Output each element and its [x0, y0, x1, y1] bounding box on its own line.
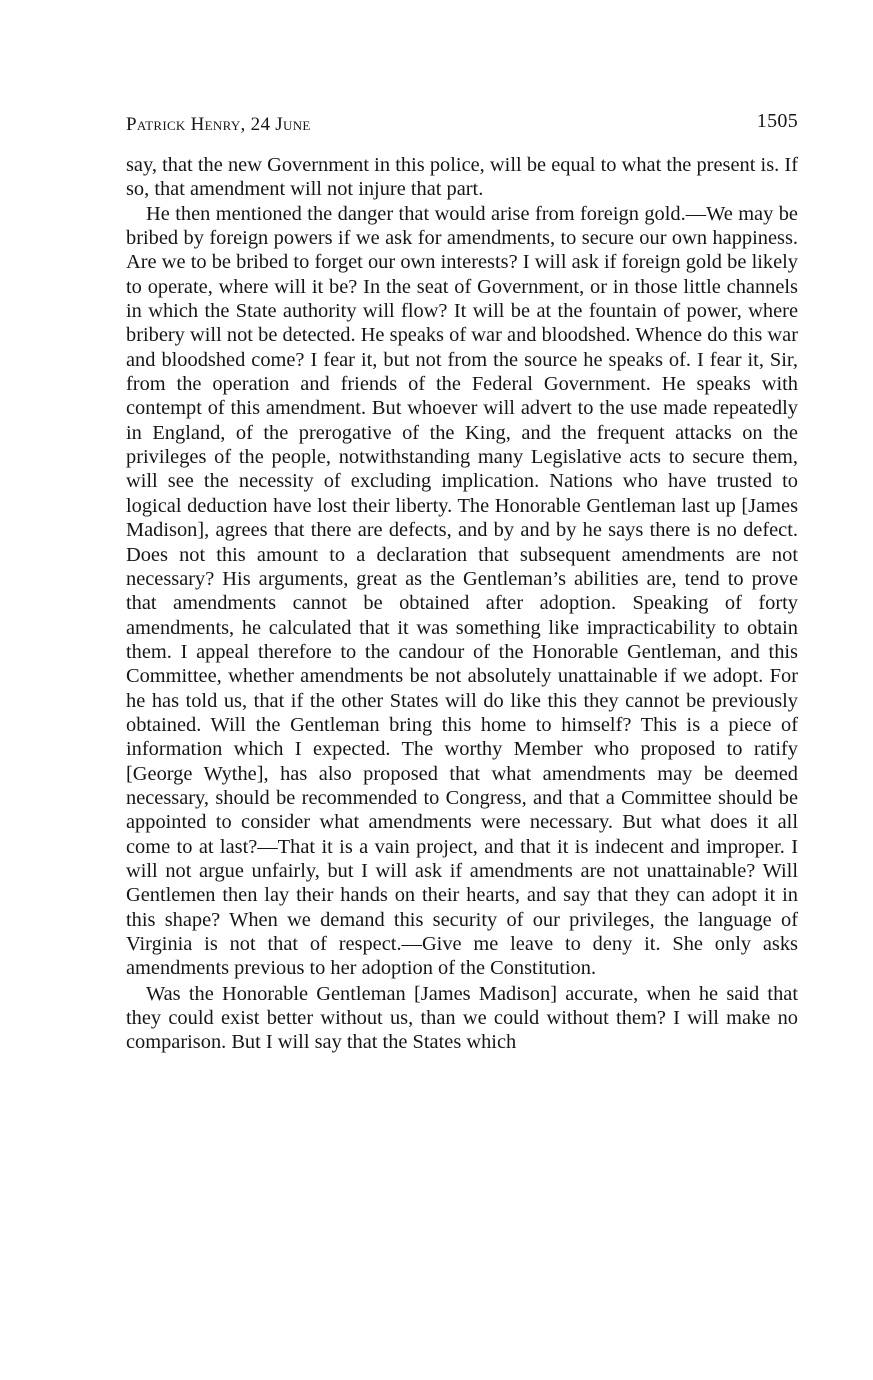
page-header	[126, 108, 798, 138]
paragraph-foreign-gold: He then mentioned the danger that would arise from foreign gold.—We may be bribed by foreign powers if we ask for amendments, to secure our own happiness. Are we to be bribed to forget our own interests? I will ask if foreign gold be likely to operate, where will it be? In the seat of Government, or in those little channels in which the State authority will flow? It will be at the fountain of power, where bribery will not be detected. He speaks of war and bloodshed. Whence do this war and bloodshed come? I fear it, but not from the source he speaks of. I fear it, Sir, from the operation and friends of the Federal Government. He speaks with contempt of this amendment. But whoever will advert to the use made repeatedly in England, of the prerogative of the King, and the frequent attacks on the privileges of the people, notwithstanding many Legislative acts to secure them, will see the necessity of excluding implication. Nations who have trusted to logical deduction have lost their liberty. The Honorable Gentleman last up [James Madison], agrees that there are defects, and by and by he says there is no defect. Does not this amount to a declaration that subsequent amendments are not necessary? His arguments, great as the Gentleman’s abilities are, tend to prove that amendments cannot be obtained after adoption. Speaking of forty amendments, he calculated that it was something like impracticability to obtain them. I appeal therefore to the candour of the Honorable Gentleman, and this Committee, whether amendments be not absolutely unattainable if we adopt. For he has told us, that if the other States will do like this they cannot be previously obtained. Will the Gentleman bring this home to himself? This is a piece of information which I expected. The worthy Member who proposed to ratify [George Wythe], has also proposed that what amendments may be deemed necessary, should be recommended to Congress, and that a Committee should be appointed to consider what amendments were necessary. But what does it all come to at last?—That it is a vain project, and that it is indecent and improper. I will not argue unfairly, but I will ask if amendments are not unattainable? Will Gentlemen then lay their hands on their hearts, and say that they can adopt it in this shape? When we demand this security of our privileges, the language of Virginia is not that of respect.—Give me leave to deny it. She only asks amendments previous to her adoption of the Constitution.	[126, 202, 798, 980]
body-text	[126, 153, 798, 1055]
paragraph-continuation: say, that the new Government in this police, will be equal to what the present is. If so, that amendment will not injure that part.	[126, 154, 798, 201]
book-page	[126, 108, 798, 1055]
paragraph-madison-accuracy: Was the Honorable Gentleman [James Madison] accurate, when he said that they could exist better without us, than we could without them? I will make no comparison. But I will say that the States which	[126, 982, 798, 1054]
running-head: Patrick Henry, 24 June	[126, 114, 311, 135]
page-number: 1505	[756, 110, 798, 132]
